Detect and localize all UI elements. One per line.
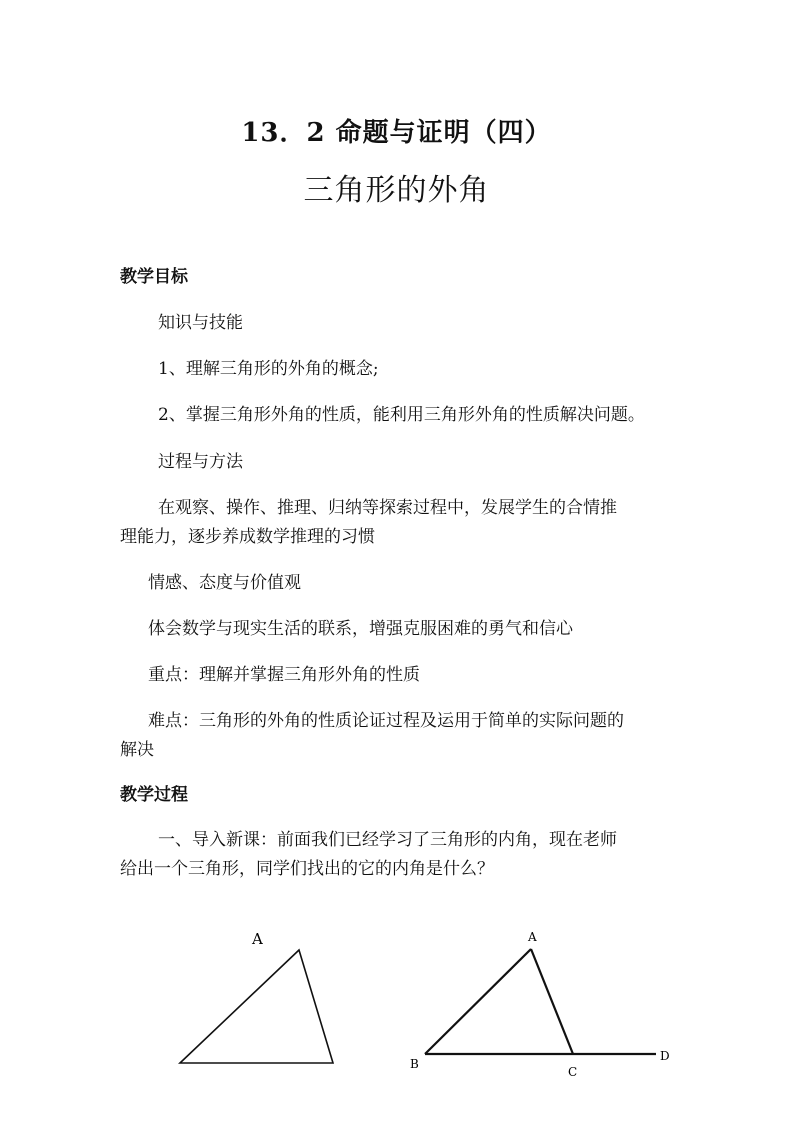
right-vertex-label-b: B <box>410 1057 419 1071</box>
left-triangle-figure <box>180 930 333 1063</box>
emotion-heading: 情感、态度与价值观 <box>148 573 301 593</box>
document-subtitle: 三角形的外角 <box>303 173 490 208</box>
right-vertex-label-a: A <box>528 930 537 944</box>
segment-ac <box>531 949 573 1054</box>
segment-ab <box>425 949 531 1054</box>
triangle-figures <box>0 900 793 1121</box>
left-triangle <box>180 950 333 1063</box>
right-vertex-label-c: C <box>568 1065 578 1079</box>
process-text-line-1: 在观察、操作、推理、归纳等探索过程中，发展学生的合情推 <box>158 498 617 518</box>
section-heading-teaching-goals: 教学目标 <box>120 267 188 287</box>
goal-item-1: 1、理解三角形的外角的概念; <box>158 359 379 379</box>
knowledge-heading: 知识与技能 <box>158 313 243 333</box>
right-triangle-figure <box>410 930 670 1079</box>
emotion-text: 体会数学与现实生活的联系，增强克服困难的勇气和信心 <box>148 619 573 639</box>
difficulty-line-2: 解决 <box>120 740 154 760</box>
key-point: 重点：理解并掌握三角形外角的性质 <box>148 665 420 685</box>
goal-item-2: 2、掌握三角形外角的性质，能利用三角形外角的性质解决问题。 <box>158 405 645 425</box>
left-vertex-label-a: A <box>252 930 263 948</box>
intro-line-1: 一、导入新课：前面我们已经学习了三角形的内角，现在老师 <box>158 830 617 850</box>
difficulty-line-1: 难点：三角形的外角的性质论证过程及运用于简单的实际问题的 <box>148 711 624 731</box>
process-heading: 过程与方法 <box>158 452 243 472</box>
intro-line-2: 给出一个三角形，同学们找出的它的内角是什么？ <box>120 859 494 879</box>
right-vertex-label-d: D <box>660 1049 670 1063</box>
process-text-line-2: 理能力，逐步养成数学推理的习惯 <box>120 527 375 547</box>
document-title: 13．2 命题与证明（四） <box>241 118 552 148</box>
section-heading-teaching-process: 教学过程 <box>120 785 188 805</box>
